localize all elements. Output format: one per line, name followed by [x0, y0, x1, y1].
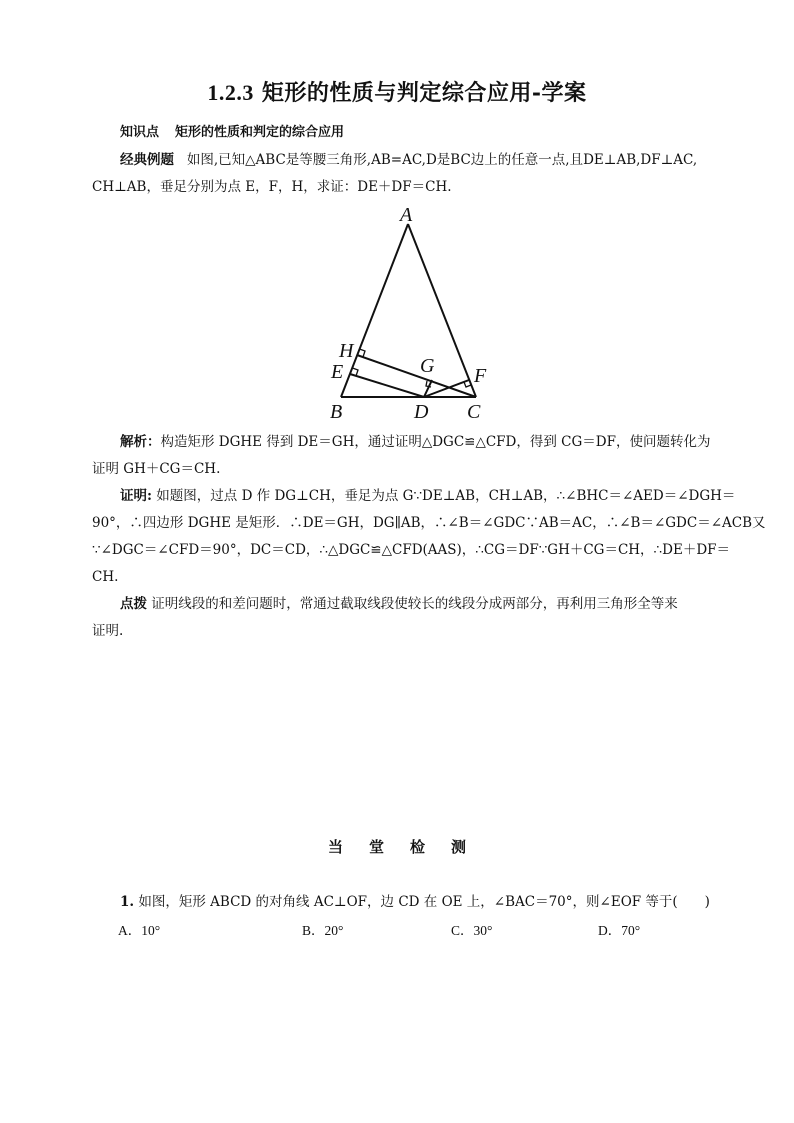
example-label: 经典例题 — [120, 152, 174, 168]
question-1-options — [118, 919, 718, 939]
analysis-label: 解析： — [120, 434, 161, 450]
segment-ED — [350, 374, 424, 397]
title-number: 1.2.3 — [207, 80, 254, 105]
question-1 — [120, 892, 740, 912]
triangle-figure — [320, 195, 510, 425]
page-title — [0, 76, 794, 107]
label-B: B — [330, 401, 343, 423]
label-E: E — [331, 361, 344, 383]
label-H: H — [339, 340, 354, 362]
example-line-1 — [120, 150, 740, 170]
label-G: G — [420, 355, 435, 377]
knowledge-topic: 矩形的性质和判定的综合应用 — [175, 125, 345, 140]
label-F: F — [474, 365, 487, 387]
tip-label: 点拨 — [120, 596, 147, 612]
proof-label: 证明: — [120, 488, 152, 504]
question-number: 1. — [120, 894, 135, 910]
section-heading: 当堂检测 — [327, 838, 492, 856]
label-D: D — [414, 401, 429, 423]
option-c: C．30° — [451, 923, 493, 938]
label-A: A — [400, 204, 413, 226]
proof-line-1 — [120, 486, 740, 506]
tip-line-1 — [120, 594, 740, 614]
tip-line-2: 证明. — [92, 623, 124, 639]
proof-line-4: CH. — [92, 569, 119, 585]
knowledge-point — [120, 123, 740, 143]
proof-line-2: 90°，∴四边形 DGHE 是矩形．∴DE＝GH，DG∥AB，∴∠B＝∠GDC∵AB＝AC，∴∠B＝∠GDC＝∠ACB又 — [92, 515, 766, 531]
option-d: D．70° — [598, 923, 641, 938]
option-b: B．20° — [302, 923, 344, 938]
analysis-line-2: 证明 GH＋CG＝CH. — [92, 461, 221, 477]
segment-AC — [408, 224, 476, 397]
option-a: A．10° — [118, 923, 161, 938]
example-line-2: CH⊥AB，垂足分别为点 E，F，H，求证：DE＋DF＝CH. — [92, 179, 452, 195]
tip-text-1: 证明线段的和差问题时，常通过截取线段使较长的线段分成两部分，再利用三角形全等来 — [151, 596, 678, 612]
knowledge-label: 知识点 — [120, 125, 160, 140]
segment-AB — [341, 224, 408, 397]
example-text-1: 如图,已知△ABC是等腰三角形,AB=AC,D是BC边上的任意一点,且DE⊥AB,DF⊥AC, — [186, 152, 698, 168]
analysis-text-1: 构造矩形 DGHE 得到 DE＝GH，通过证明△DGC≌△CFD，得到 CG＝DF，使问题转化为 — [160, 434, 711, 450]
title-text: 矩形的性质与判定综合应用-学案 — [261, 80, 587, 106]
analysis-line-1 — [120, 432, 740, 452]
label-C: C — [467, 401, 481, 423]
proof-text-1: 如题图，过点 D 作 DG⊥CH，垂足为点 G∵DE⊥AB，CH⊥AB，∴∠BHC＝∠AED＝∠DGH＝ — [156, 488, 736, 504]
proof-line-3: ∵∠DGC＝∠CFD＝90°，DC＝CD，∴△DGC≌△CFD(AAS)，∴CG＝DF∵GH＋CG＝CH，∴DE＋DF＝ — [92, 542, 731, 558]
segment-HC — [357, 355, 476, 397]
question-text: 如图，矩形 ABCD 的对角线 AC⊥OF，边 CD 在 OE 上，∠BAC＝70°，则∠EOF 等于( ) — [138, 894, 710, 910]
